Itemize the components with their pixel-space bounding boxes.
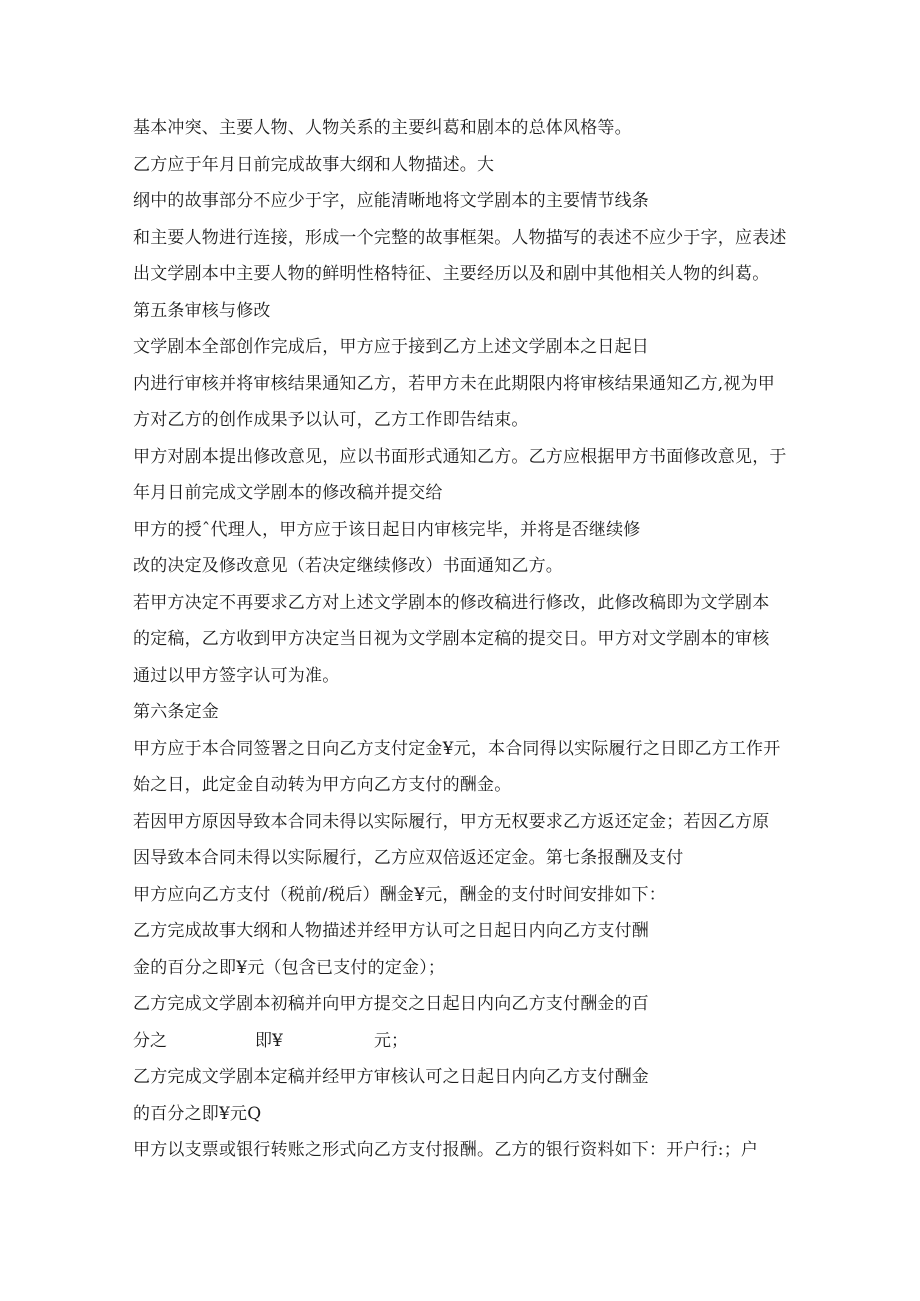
text-line: 甲方应向乙方支付（税前/税后）酬金¥元，酬金的支付时间安排如下： xyxy=(133,885,666,905)
text-line: 文学剧本全部创作完成后，甲方应于接到乙方上述文学剧本之日起日 xyxy=(133,337,649,357)
text-segment: 元； xyxy=(374,1031,408,1051)
text-line: 出文学剧本中主要人物的鲜明性格特征、主要经历以及和剧中其他相关人物的纠葛。 xyxy=(133,264,770,284)
text-line: 金的百分之即¥元（包含已支付的定金）； xyxy=(133,958,446,978)
text-line: 甲方的授ˆ代理人，甲方应于该日起日内审核完毕，并将是否继续修 xyxy=(133,520,641,540)
text-line: 甲方对剧本提出修改意见，应以书面形式通知乙方。乙方应根据甲方书面修改意见，于 xyxy=(133,447,787,467)
text-line: 内进行审核并将审核结果通知乙方，若甲方未在此期限内将审核结果通知乙方,视为甲 xyxy=(133,374,776,394)
text-line: 的定稿，乙方收到甲方决定当日视为文学剧本定稿的提交日。甲方对文学剧本的审核 xyxy=(133,629,770,649)
text-line: 和主要人物进行连接，形成一个完整的故事框架。人物描写的表述不应少于字，应表述 xyxy=(133,228,787,248)
text-line: 乙方完成文学剧本初稿并向甲方提交之日起日内向乙方支付酬金的百 xyxy=(133,994,649,1014)
text-line: 的百分之即¥元Q xyxy=(133,1104,262,1124)
section-heading: 第六条定金 xyxy=(133,702,219,722)
text-segment: 即¥ xyxy=(255,1031,283,1051)
text-line: 若甲方决定不再要求乙方对上述文学剧本的修改稿进行修改，此修改稿即为文学剧本 xyxy=(133,593,770,613)
text-line: 甲方应于本合同签署之日向乙方支付定金¥元，本合同得以实际履行之日即乙方工作开 xyxy=(133,739,781,759)
text-line: 乙方应于年月日前完成故事大纲和人物描述。大 xyxy=(133,155,495,175)
section-heading: 第五条审核与修改 xyxy=(133,301,271,321)
text-segment: 分之 xyxy=(133,1031,167,1051)
text-line: 通过以甲方签字认可为准。 xyxy=(133,666,340,686)
text-line: 方对乙方的创作成果予以认可，乙方工作即告结束。 xyxy=(133,410,529,430)
text-line: 年月日前完成文学剧本的修改稿并提交给 xyxy=(133,483,443,503)
text-line: 因导致本合同未得以实际履行，乙方应双倍返还定金。第七条报酬及支付 xyxy=(133,848,684,868)
text-line: 乙方完成文学剧本定稿并经甲方审核认可之日起日内向乙方支付酬金 xyxy=(133,1067,649,1087)
text-line: 乙方完成故事大纲和人物描述并经甲方认可之日起日内向乙方支付酬 xyxy=(133,921,649,941)
text-line: 改的决定及修改意见（若决定继续修改）书面通知乙方。 xyxy=(133,556,563,576)
text-line: 若因甲方原因导致本合同未得以实际履行，甲方无权要求乙方返还定金；若因乙方原 xyxy=(133,812,770,832)
text-line: 始之日，此定金自动转为甲方向乙方支付的酬金。 xyxy=(133,775,512,795)
text-line: 纲中的故事部分不应少于字，应能清晰地将文学剧本的主要情节线条 xyxy=(133,191,649,211)
text-line: 基本冲突、主要人物、人物关系的主要纠葛和剧本的总体风格等。 xyxy=(133,118,632,138)
text-line: 甲方以支票或银行转账之形式向乙方支付报酬。乙方的银行资料如下：开户行:；户 xyxy=(133,1140,759,1160)
